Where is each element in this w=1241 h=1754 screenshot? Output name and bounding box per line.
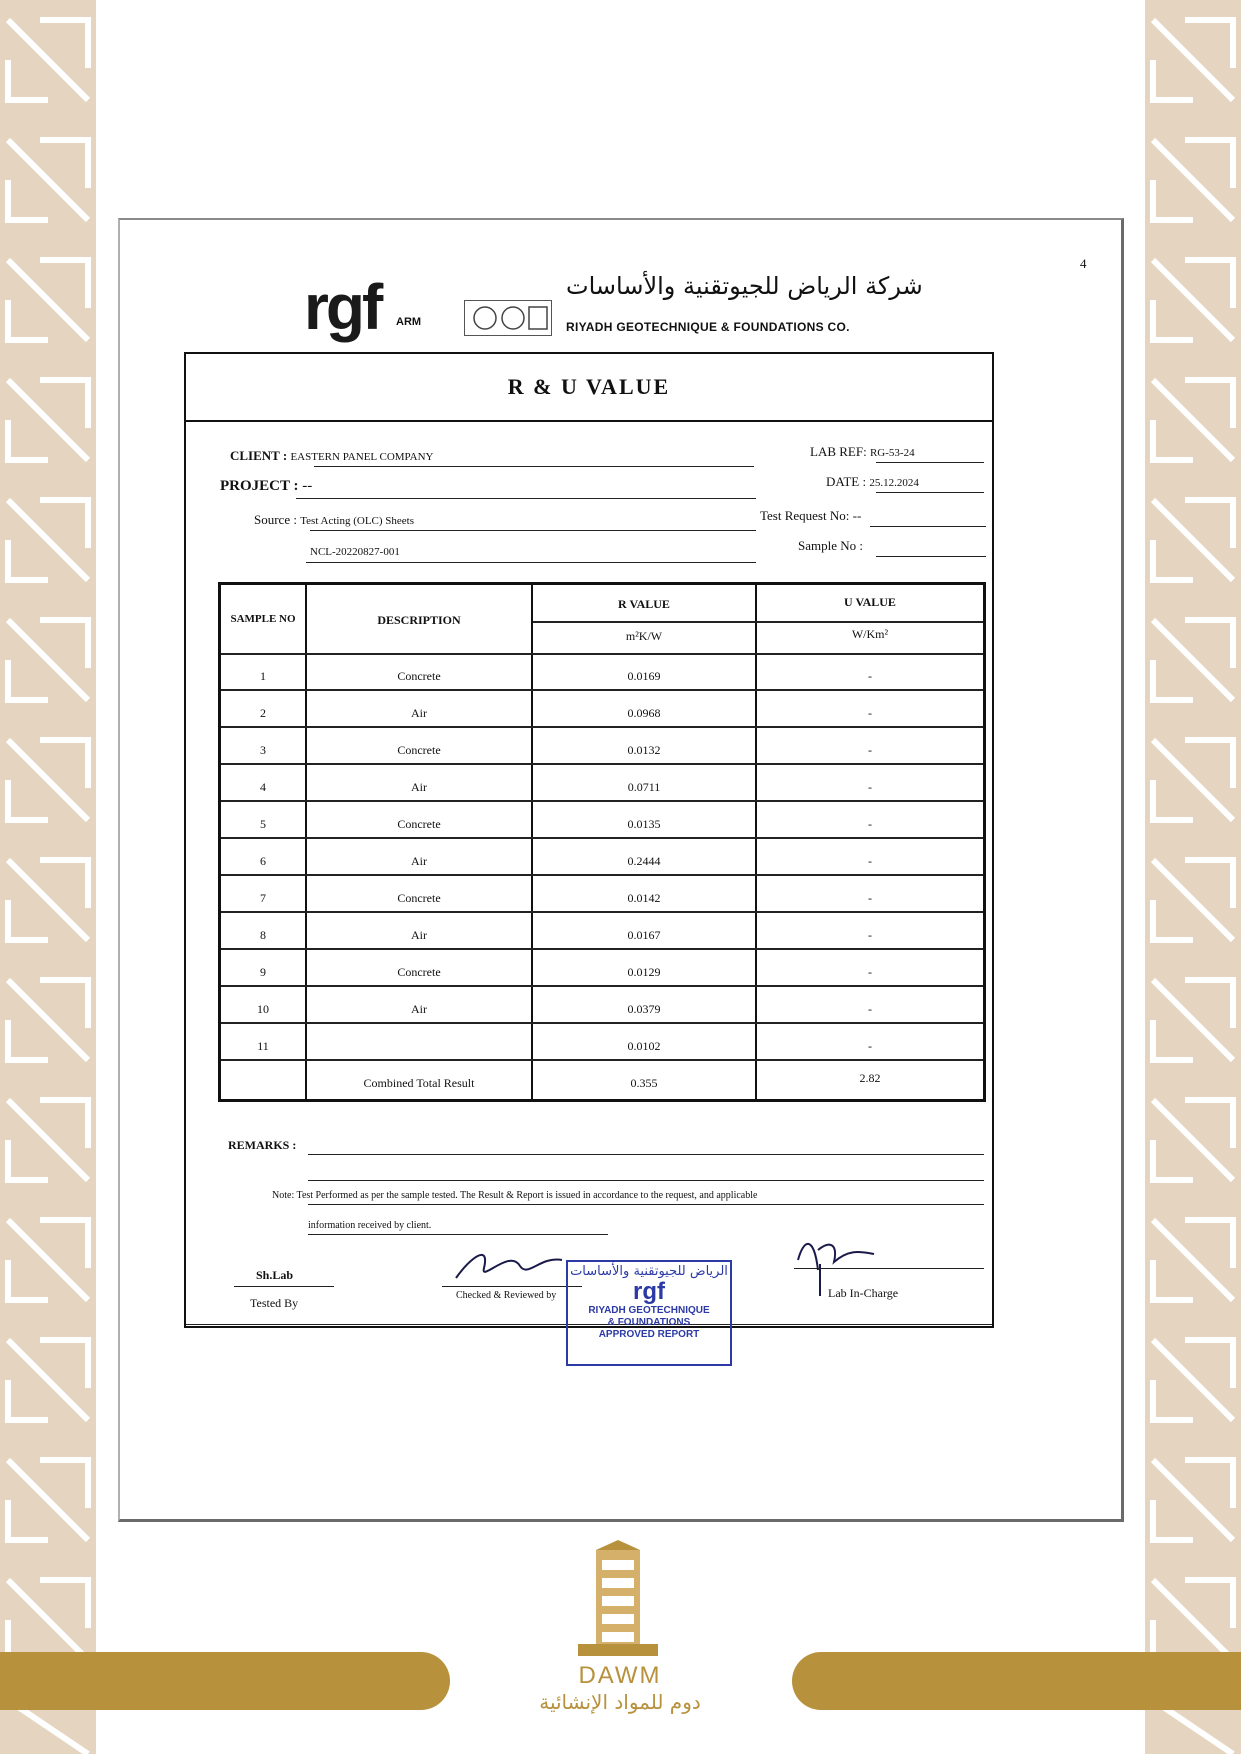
- row-10-sample-no: 10: [257, 1002, 269, 1016]
- source-underline: [310, 530, 756, 531]
- row-4-r-value: 0.0711: [627, 780, 661, 794]
- row-4-u-value: -: [868, 780, 872, 794]
- stamp-line-1: RIYADH GEOTECHNIQUE: [588, 1305, 710, 1316]
- date-value: 25.12.2024: [869, 477, 919, 489]
- total-row-description: Combined Total Result: [363, 1076, 475, 1090]
- date-label: DATE :: [826, 474, 867, 489]
- dawm-building-logo-icon: [530, 1540, 710, 1660]
- row-1-r-value: 0.0169: [627, 669, 661, 683]
- row-3-description: Concrete: [397, 743, 441, 757]
- row-3-u-value: -: [868, 743, 872, 757]
- remarks-line: [308, 1204, 984, 1205]
- project-value: --: [302, 478, 313, 494]
- total-row-u-value: 2.82: [859, 1071, 881, 1085]
- row-10-r-value: 0.0379: [627, 1002, 661, 1016]
- lab-in-charge-label: Lab In-Charge: [828, 1286, 899, 1300]
- lab-ref-label: LAB REF:: [810, 444, 867, 459]
- row-8-sample-no: 8: [260, 928, 266, 942]
- remarks-line: [308, 1154, 984, 1155]
- client-value: EASTERN PANEL COMPANY: [290, 451, 434, 463]
- checked-by-line: [442, 1286, 582, 1287]
- client-underline: [314, 466, 754, 467]
- test-request-underline: [870, 526, 986, 527]
- decorative-band-left: [0, 1652, 450, 1710]
- lab-in-charge-line: [794, 1268, 984, 1269]
- row-1-u-value: -: [868, 669, 872, 683]
- row-10-description: Air: [411, 1002, 427, 1016]
- row-5-description: Concrete: [397, 817, 441, 831]
- report-note-line-2: information received by client.: [308, 1220, 432, 1231]
- client-field: [230, 448, 433, 464]
- rgf-logo-sub: ARM: [396, 316, 422, 328]
- row-rule: [221, 726, 983, 728]
- row-rule: [221, 985, 983, 987]
- client-label: CLIENT :: [230, 448, 288, 463]
- remarks-line: [308, 1180, 984, 1181]
- decorative-band-right: [792, 1652, 1241, 1710]
- source-value: Test Acting (OLC) Sheets: [300, 515, 415, 527]
- tested-by-label: Tested By: [250, 1296, 299, 1310]
- row-2-r-value: 0.0968: [627, 706, 661, 720]
- tested-by-name: Sh.Lab: [256, 1268, 294, 1282]
- row-1-description: Concrete: [397, 669, 441, 683]
- row-rule: [221, 1059, 983, 1061]
- row-rule: [221, 763, 983, 765]
- sample-no-field: [798, 538, 863, 554]
- dawm-brand: [530, 1540, 710, 1720]
- test-request-label: Test Request No:: [760, 508, 850, 523]
- stamp-line-3: APPROVED REPORT: [598, 1329, 700, 1340]
- row-11-sample-no: 11: [257, 1039, 269, 1053]
- row-11-r-value: 0.0102: [627, 1039, 661, 1053]
- tested-by-line: [234, 1286, 334, 1287]
- report-frame: [184, 352, 994, 1328]
- row-2-description: Air: [411, 706, 427, 720]
- row-7-u-value: -: [868, 891, 872, 905]
- header-sample-no: SAMPLE NO: [230, 613, 296, 625]
- row-6-r-value: 0.2444: [627, 854, 661, 868]
- project-label: PROJECT :: [220, 478, 299, 494]
- header-u-unit: W/Km²: [851, 627, 889, 641]
- header-u-value: U VALUE: [844, 595, 896, 609]
- row-9-r-value: 0.0129: [627, 965, 661, 979]
- header-r-unit: m²K/W: [625, 629, 663, 643]
- note-underline: [308, 1234, 608, 1235]
- source-field: [254, 512, 414, 528]
- company-name-english: RIYADH GEOTECHNIQUE & FOUNDATIONS CO.: [566, 320, 850, 334]
- header-description: DESCRIPTION: [377, 613, 461, 627]
- row-5-r-value: 0.0135: [627, 817, 661, 831]
- row-6-description: Air: [411, 854, 427, 868]
- row-10-u-value: -: [868, 1002, 872, 1016]
- lab-ref-underline: [876, 462, 984, 463]
- row-8-description: Air: [411, 928, 427, 942]
- header-unit-rule: [533, 621, 983, 623]
- row-9-u-value: -: [868, 965, 872, 979]
- row-6-u-value: -: [868, 854, 872, 868]
- rgf-logo: rgf: [304, 271, 381, 343]
- row-rule: [221, 800, 983, 802]
- test-request-value: --: [852, 508, 862, 523]
- sample-no-underline: [876, 556, 986, 557]
- source-underline-2: [306, 562, 756, 563]
- row-5-u-value: -: [868, 817, 872, 831]
- row-6-sample-no: 6: [260, 854, 266, 868]
- row-11-u-value: -: [868, 1039, 872, 1053]
- source-value-line2: NCL-20220827-001: [310, 546, 400, 558]
- approved-report-stamp: [566, 1260, 732, 1366]
- header-r-value: R VALUE: [618, 597, 670, 611]
- total-row-r-value: 0.355: [630, 1076, 658, 1090]
- title-divider: [186, 420, 992, 422]
- report-letterhead: [304, 272, 1074, 348]
- row-7-r-value: 0.0142: [627, 891, 661, 905]
- dawm-latin-name: DAWM: [578, 1662, 662, 1689]
- certification-marks-icon: [464, 300, 552, 336]
- row-2-u-value: -: [868, 706, 872, 720]
- test-request-field: [760, 508, 861, 524]
- header-bottom-rule: [221, 653, 983, 655]
- lab-ref-value: RG-53-24: [869, 447, 915, 459]
- source-label: Source :: [254, 512, 297, 527]
- date-underline: [876, 492, 984, 493]
- project-field: [220, 478, 312, 495]
- checked-by-label: Checked & Reviewed by: [456, 1290, 557, 1301]
- row-rule: [221, 1022, 983, 1024]
- dawm-arabic-name: دوم للمواد الإنشائية: [539, 1690, 701, 1714]
- decorative-border-right: [1145, 0, 1241, 1754]
- lab-ref-field: [810, 444, 915, 460]
- row-4-sample-no: 4: [260, 780, 266, 794]
- report-note-line-1: Note: Test Performed as per the sample tested. The Result & Report is issued in accordance to the request, and applicable: [272, 1190, 758, 1201]
- scanned-report: [118, 218, 1124, 1522]
- project-underline: [296, 498, 756, 499]
- stamp-line-2: & FOUNDATIONS: [607, 1317, 691, 1328]
- row-rule: [221, 837, 983, 839]
- company-name-arabic: شركة الرياض للجيوتقنية والأساسات: [566, 272, 923, 300]
- row-7-sample-no: 7: [260, 891, 266, 905]
- sample-no-label: Sample No :: [798, 538, 863, 553]
- r-u-value-table: [218, 582, 986, 1102]
- row-rule: [221, 948, 983, 950]
- row-rule: [221, 689, 983, 691]
- row-rule: [221, 911, 983, 913]
- decorative-border-left: [0, 0, 96, 1754]
- row-9-sample-no: 9: [260, 965, 266, 979]
- page-number: 4: [1080, 256, 1087, 271]
- row-rule: [221, 874, 983, 876]
- stamp-arabic-text: الرياض للجيوتقنية والأساسات: [570, 1264, 728, 1279]
- row-4-description: Air: [411, 780, 427, 794]
- date-field: [826, 474, 919, 490]
- report-title: R & U VALUE: [507, 374, 671, 399]
- checked-by-signature: [450, 1238, 570, 1288]
- stamp-logo: rgf: [633, 1278, 665, 1305]
- row-3-r-value: 0.0132: [627, 743, 661, 757]
- row-8-r-value: 0.0167: [627, 928, 661, 942]
- row-7-description: Concrete: [397, 891, 441, 905]
- row-1-sample-no: 1: [260, 669, 266, 683]
- row-9-description: Concrete: [397, 965, 441, 979]
- row-2-sample-no: 2: [260, 706, 266, 720]
- remarks-label: REMARKS :: [228, 1138, 297, 1152]
- row-5-sample-no: 5: [260, 817, 266, 831]
- row-8-u-value: -: [868, 928, 872, 942]
- row-3-sample-no: 3: [260, 743, 266, 757]
